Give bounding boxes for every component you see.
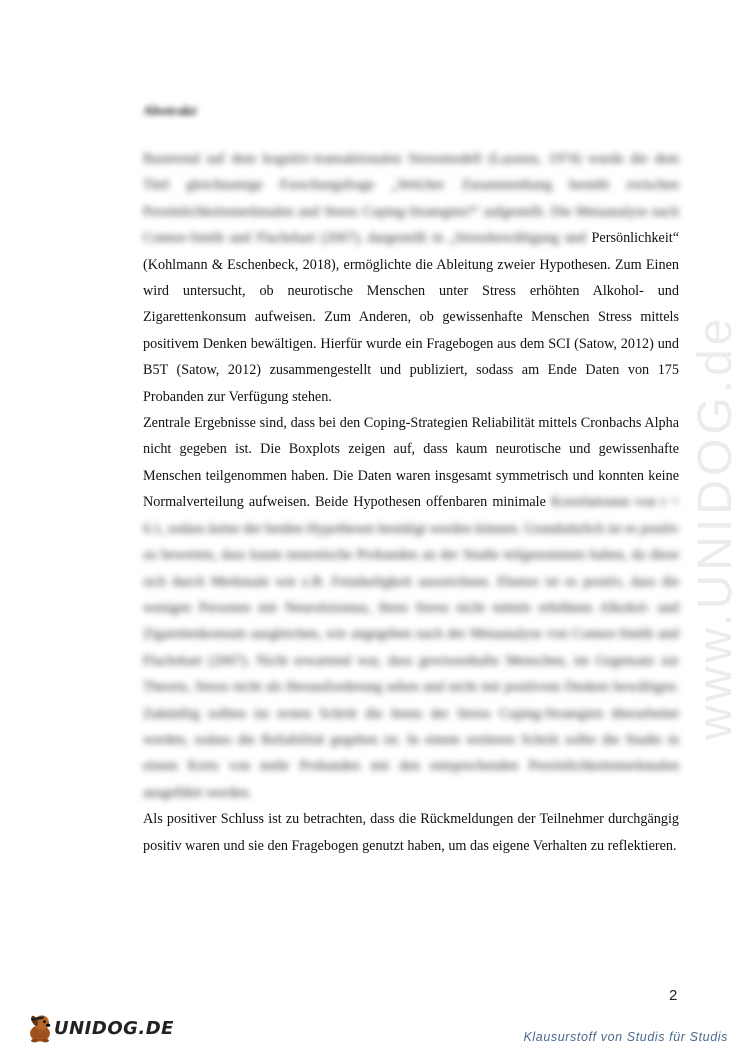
watermark: www.UNIDOG.de xyxy=(689,314,742,740)
visible-text: Persönlichkeit“ (Kohlmann & Eschenbeck, 2018), ermöglichte die Ableitung zweier Hypothesen. Zum Einen wird untersucht, ob neurotische Menschen unter Stress erhöhten Alkohol- und Zigarettenkonsum aufweisen. Zum Anderen, ob gewissenhafte Menschen Stress mittels positivem Denken bewältigen. Hierfür wurde ein Fragebogen aus dem SCI (Satow, 2012) und B5T (Satow, 2012) zusammengestellt und publiziert, sodass am Ende Daten von 175 Probanden zur Verfügung stehen. xyxy=(143,230,680,405)
blurred-text: Basierend auf dem kognitiv-transaktionalen Stressmodell (Lazarus, 1974) wurde die dem Titel gleichnamige Forschungsfrage „Welcher Zusammenhang besteht zwischen Persönlichkeitsmerkmalen und Stress Coping-Strategien?“ aufgestellt. Die Metaanalyse nach Connor-Smith und Flachsbart (2007), dargestellt in „Stressbewältigung und xyxy=(143,151,679,247)
blurred-text: Korrelationen von r < 0.1, sodass keine der beiden Hypothesen bestätigt werden können. Grundsätzlich ist es positiv zu bewerten, dass kaum neurotische Probanden an der Studie teilgenommen haben, da diese sich durch Merkmale wie z.B. Feindseligkeit auszeichnen. Ebenso ist es positiv, dass die wenigen Personen mit Neurotizismus, ihren Stress nicht mittels erhöhtem Alkohol- und Zigarettenkonsum ausgleichen, wie angegeben nach der Metaanalyse von Connor-Smith und Flachsbart (2007). Nicht erwartend war, dass gewissenhafte Menschen, im Gegensatz zur Theorie, Stress nicht als Herausforderung sehen und nicht mit positivem Denken bewältigen. Zukünftig sollten im ersten Schritt die Items der Stress Coping-Strategien überarbeitet werden, sodass die Reliabilität gegeben ist. In einem weiteren Schritt sollte die Studie in einem Kreis von mehr Probanden mit den entsprechenden Persönlichkeitsmerkmalen ausgeführt werden. xyxy=(143,494,679,801)
logo-text: UNIDOG.DE xyxy=(54,1017,174,1039)
paragraph-1 xyxy=(143,146,679,410)
abstract-heading: Abstrakt xyxy=(143,104,197,119)
visible-text: Zentrale Ergebnisse sind, dass bei den Coping-Strategien Reliabilität mittels Cronbachs Alpha nicht gegeben ist. Die Boxplots zeigen auf, dass kaum neurotische und gewissenhafte Menschen teilgenommen haben. Die Daten waren insgesamt symmetrisch und konnten keine Normalverteilung aufweisen. Beide Hypothesen offenbaren minimale xyxy=(143,415,679,511)
paragraph-3 xyxy=(143,806,679,859)
page-number: 2 xyxy=(669,987,678,1004)
unidog-logo xyxy=(22,1010,174,1046)
paragraph-2 xyxy=(143,410,679,806)
footer-tagline: Klausurstoff von Studis für Studis xyxy=(523,1030,728,1044)
visible-text: Als positiver Schluss ist zu betrachten, dass die Rückmeldungen der Teilnehmer durchgängig positiv waren und sie den Fragebogen genutzt haben, um das eigene Verhalten zu reflektieren. xyxy=(143,811,679,854)
dog-icon xyxy=(22,1010,58,1046)
abstract-body xyxy=(143,146,679,859)
